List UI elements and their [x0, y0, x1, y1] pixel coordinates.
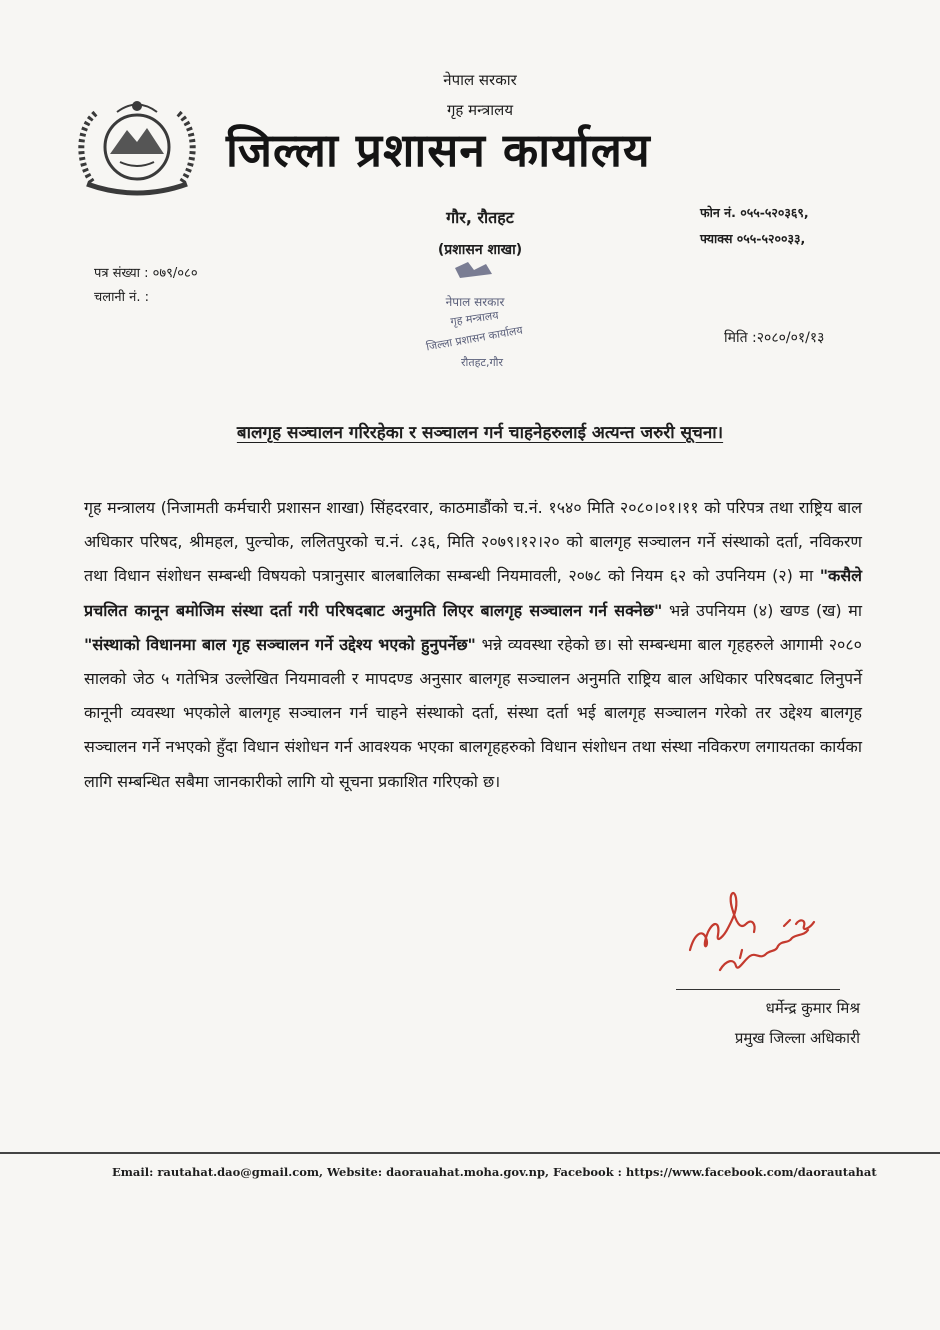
signatory-title: प्रमुख जिल्ला अधिकारी — [734, 1029, 860, 1047]
signature-line — [676, 989, 840, 990]
letter-date: मिति :२०८०/०१/१३ — [724, 330, 825, 346]
body-bold-1: "कसैले प्रचलित कानून बमोजिम संस्था दर्ता गरी परिषदबाट अनुमति लिएर बालगृह सञ्चालन गर्न सक्नेछ" — [84, 566, 862, 620]
reference-block — [94, 262, 198, 310]
office-branch: (प्रशासन शाखा) — [437, 242, 523, 258]
signatory-name: धर्मेन्द्र कुमार मिश्र — [765, 999, 860, 1017]
office-stamp — [400, 260, 550, 380]
office-address: गौर, रौतहट — [446, 208, 514, 227]
nepal-government-emblem-icon — [72, 92, 202, 197]
letter-body — [84, 491, 862, 799]
stamp-line-2: गृह मन्त्रालय — [449, 308, 500, 329]
stamp-line-4: रौतहट,गौर — [460, 356, 504, 369]
footer-divider — [0, 1152, 940, 1154]
body-part-1: गृह मन्त्रालय (निजामती कर्मचारी प्रशासन शाखा) सिंहदरवार, काठमाडौंको च.नं. १५४० मिति २०८०।०१।११ को परिपत्र तथा राष्ट्रिय बाल अधिकार परिषद, श्रीमहल, पुल्चोक, ललितपुरको च.नं. ८३६, मिति २०७९।१२।२० को बालगृह सञ्चालन गर्ने संस्थाको दर्ता, नविकरण तथा विधान संशोधन सम्बन्धी विषयको पत्रानुसार बालबालिका सम्बन्धी नियमावली, २०७८ को नियम ६२ को उपनियम (२) मा — [84, 498, 862, 586]
stamp-line-3: जिल्ला प्रशासन कार्यालय — [425, 323, 524, 354]
letter-number: पत्र संख्या : ०७९/०८० — [94, 266, 198, 281]
stamp-line-1: नेपाल सरकार — [445, 295, 505, 309]
ministry-name: गृह मन्त्रालय — [446, 101, 514, 119]
phone-number: फोन नं. ०५५-५२०३६९, — [700, 205, 809, 220]
contact-info — [700, 200, 920, 252]
footer-contact: Email: rautahat.dao@gmail.com, Website: daorauahat.moha.gov.np, Facebook : https://www.facebook.com/daorautahat — [112, 1165, 877, 1179]
government-name: नेपाल सरकार — [443, 71, 517, 89]
fax-number: फ्याक्स ०५५-५२००३३, — [700, 231, 806, 246]
body-part-2: भन्ने उपनियम (४) खण्ड (ख) मा — [662, 600, 862, 620]
handwritten-signature — [680, 880, 830, 980]
dispatch-number: चलानी नं. : — [94, 290, 150, 305]
body-part-3: भन्ने व्यवस्था रहेको छ। सो सम्बन्धमा बाल गृहहरुले आगामी २०८० सालको जेठ ५ गतेभित्र उल्लेखित नियमावली र मापदण्ड अनुसार बालगृह सञ्चालन अनुमति राष्ट्रिय बाल अधिकार परिषदबाट लिनुपर्ने कानूनी व्यवस्था भएकोले बालगृह सञ्चालन गर्न चाहने संस्थाको दर्ता, संस्था दर्ता भई बालगृह सञ्चालन गरेको तर उद्देश्य बालगृह सञ्चालन गर्ने नभएको हुँदा विधान संशोधन गर्न आवश्यक भएका बालगृहहरुको विधान संशोधन तथा संस्था नविकरण लगायतका कार्यका लागि सम्बन्धित सबैमा जानकारीको लागि यो सूचना प्रकाशित गरिएको छ। — [84, 634, 862, 791]
letter-subject: बालगृह सञ्चालन गरिरहेका र सञ्चालन गर्न चाहनेहरुलाई अत्यन्त जरुरी सूचना। — [236, 423, 724, 443]
body-bold-2: "संस्थाको विधानमा बाल गृह सञ्चालन गर्ने उद्देश्य भएको हुनुपर्नेछ" — [84, 634, 476, 654]
office-title: जिल्ला प्रशासन कार्यालय — [226, 123, 651, 177]
